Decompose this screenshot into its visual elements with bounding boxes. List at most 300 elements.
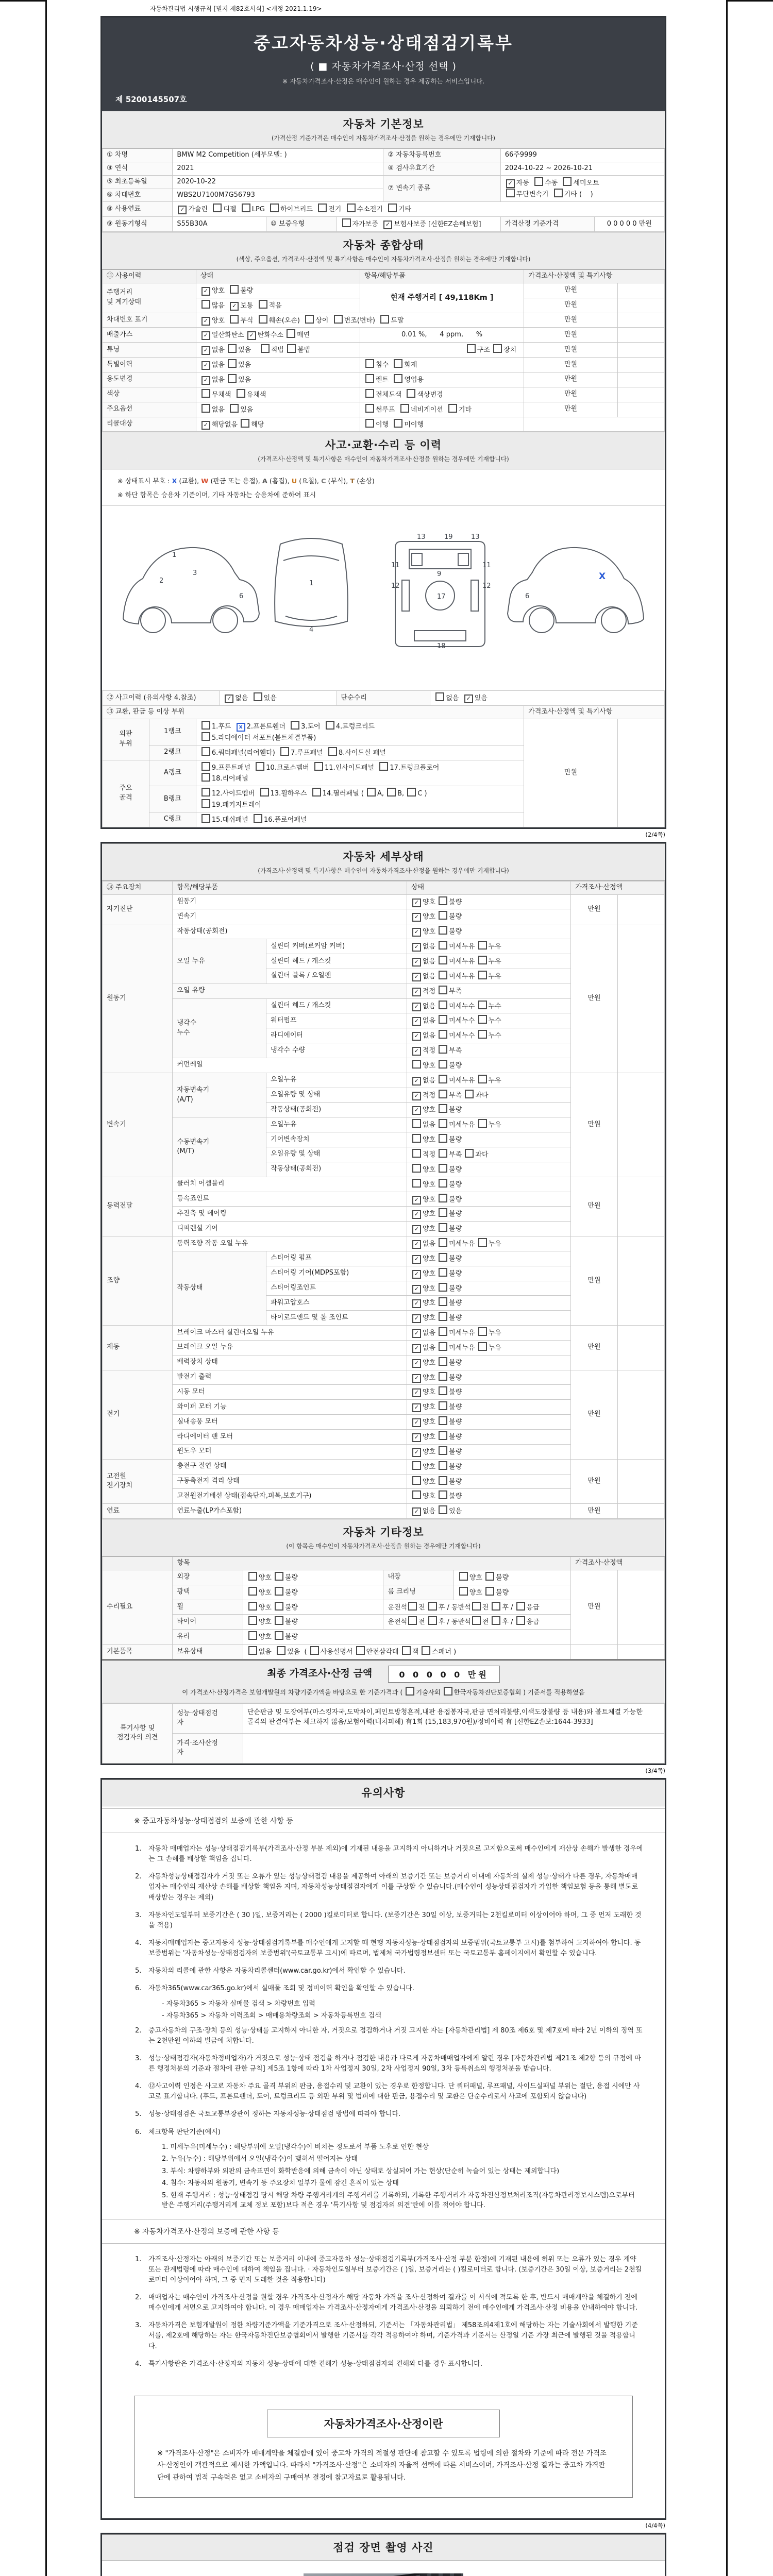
checkbox-empty[interactable] <box>563 177 572 186</box>
checkbox-empty[interactable] <box>439 1045 447 1054</box>
checkbox-empty[interactable] <box>314 762 323 771</box>
checkbox-empty[interactable] <box>439 1416 447 1425</box>
checkbox-empty[interactable] <box>478 1030 487 1039</box>
checkbox-empty[interactable] <box>228 374 237 383</box>
checkbox-empty[interactable] <box>485 1587 494 1596</box>
table-cell: ✓ 양호 불량 <box>407 1207 570 1222</box>
value-warranty-type: 자가보증 ✓보험사보증 [신한EZ손해보험] <box>337 217 500 232</box>
notice-number: 5. <box>135 1967 142 1975</box>
notice-number: 3. <box>135 2321 142 2330</box>
checkbox-empty[interactable] <box>439 1283 447 1292</box>
checkbox-empty[interactable] <box>256 762 264 771</box>
checkbox-empty[interactable] <box>318 204 327 212</box>
table-cell: 충전구 절연 상태 <box>173 1459 407 1474</box>
checkbox-empty[interactable] <box>312 788 321 796</box>
checkbox-empty[interactable] <box>439 1476 447 1485</box>
checkbox-empty[interactable] <box>428 1616 437 1625</box>
checkbox-empty[interactable] <box>201 788 210 796</box>
checkbox-empty[interactable] <box>439 1327 447 1336</box>
table-cell: 만원 <box>524 387 618 402</box>
detail-condition-table <box>102 881 665 1519</box>
table-cell: 썬루프 네비게이션 기타 <box>360 402 524 417</box>
table-cell: 운전석 전 후 / 동반석 전 후 / 응급 <box>383 1600 571 1615</box>
table-cell: 양호 불량 <box>407 1058 570 1073</box>
checkbox-empty[interactable] <box>201 747 210 756</box>
checkbox-checked[interactable] <box>412 1210 421 1219</box>
table-cell: 항목/해당부품 <box>360 270 524 283</box>
checkbox-empty[interactable] <box>228 359 237 368</box>
checkbox-empty[interactable] <box>412 1490 421 1499</box>
table-cell: ✓ 없음 있음 적법 불법 <box>196 343 360 358</box>
checkbox-empty[interactable] <box>347 204 356 212</box>
checkbox-empty[interactable] <box>412 1134 421 1143</box>
checkbox-empty[interactable] <box>412 1119 421 1128</box>
table-cell: ✓ 양호 불량 <box>407 1281 570 1296</box>
checkbox-empty[interactable] <box>439 1505 447 1514</box>
legend-symbol-x: X <box>172 478 177 486</box>
table-cell: 주요 골격 <box>103 760 149 827</box>
checkbox-empty[interactable] <box>439 1297 447 1306</box>
checkbox-empty[interactable] <box>230 285 239 294</box>
checkbox-empty[interactable] <box>254 814 262 823</box>
checkbox-empty[interactable] <box>435 692 444 701</box>
checkbox-empty[interactable] <box>472 1602 481 1611</box>
checkbox-x-marked[interactable]: x <box>237 723 245 732</box>
checkbox-checked[interactable] <box>412 943 421 952</box>
checkbox-empty[interactable] <box>439 1030 447 1039</box>
checkbox-empty[interactable] <box>380 315 389 324</box>
checkbox-checked[interactable] <box>412 1507 421 1516</box>
checkbox-checked[interactable] <box>178 206 187 214</box>
checkbox-checked[interactable] <box>201 376 210 385</box>
notice-number: 3. <box>135 1911 142 1919</box>
table-cell: 와이퍼 모터 기능 <box>173 1400 407 1415</box>
checkbox-empty[interactable] <box>259 315 267 324</box>
label-car-name: ① 차명 <box>103 149 173 162</box>
checkbox-empty[interactable] <box>439 1015 447 1024</box>
checkbox-empty[interactable] <box>365 374 374 383</box>
notices-appraisal-list <box>102 2244 665 2378</box>
notice-item <box>102 2124 665 2141</box>
checkbox-empty[interactable] <box>213 204 222 212</box>
table-cell: 연료누출(LP가스포함) <box>173 1504 407 1519</box>
checkbox-empty[interactable] <box>485 1572 494 1581</box>
checkbox-empty[interactable] <box>439 1104 447 1113</box>
notice-item <box>102 2078 665 2106</box>
table-cell: 라디에이터 <box>266 1028 407 1043</box>
table-cell <box>617 1326 664 1370</box>
checkbox-empty[interactable] <box>439 1164 447 1173</box>
checkbox-checked[interactable] <box>412 1299 421 1308</box>
checkbox-empty[interactable] <box>444 1687 452 1696</box>
label-reg-no: ② 자동차등록번호 <box>383 149 500 162</box>
checkbox-empty[interactable] <box>280 747 289 756</box>
checkbox-empty[interactable] <box>248 1572 257 1581</box>
checkbox-empty[interactable] <box>492 1602 500 1611</box>
checkbox-checked[interactable] <box>412 1032 421 1041</box>
checkbox-empty[interactable] <box>367 788 376 796</box>
checkbox-empty[interactable] <box>287 329 295 338</box>
checkbox-empty[interactable] <box>439 1268 447 1277</box>
table-cell: 양호 불량 <box>407 1132 570 1147</box>
table-cell: ✓ 양호 불량 <box>407 1222 570 1236</box>
table-cell: 특기사항 및 점검자의 의견 <box>103 1703 173 1763</box>
checkbox-empty[interactable] <box>472 1616 481 1625</box>
table-cell: ⑥ 차대번호 <box>103 189 173 202</box>
svg-text:13: 13 <box>471 533 480 541</box>
inspector-opinion-table <box>102 1703 665 1764</box>
table-cell: 단순수리 <box>337 691 430 706</box>
notice-item <box>102 2251 665 2289</box>
checkbox-empty[interactable] <box>261 344 270 353</box>
photo-license-plate <box>304 2573 463 2576</box>
table-cell: 양호 불량 <box>407 1474 570 1489</box>
section-header-etc <box>102 1519 665 1556</box>
checkbox-empty[interactable] <box>310 1646 319 1655</box>
checkbox-empty[interactable] <box>465 1090 474 1098</box>
checkbox-checked[interactable] <box>412 1344 421 1353</box>
checkbox-empty[interactable] <box>254 692 262 701</box>
checkbox-empty[interactable] <box>478 941 487 950</box>
checkbox-empty[interactable] <box>478 1342 487 1351</box>
checkbox-empty[interactable] <box>412 1476 421 1485</box>
checkbox-empty[interactable] <box>365 404 374 413</box>
table-cell <box>617 372 664 387</box>
checkbox-checked[interactable] <box>201 317 210 326</box>
checkbox-empty[interactable] <box>275 1616 283 1625</box>
checkbox-checked[interactable] <box>201 421 210 430</box>
checkbox-empty[interactable] <box>439 1001 447 1009</box>
checkbox-empty[interactable] <box>439 911 447 920</box>
checkbox-empty[interactable] <box>356 1646 365 1655</box>
checkbox-empty[interactable] <box>516 1616 525 1625</box>
checkbox-checked[interactable] <box>412 973 421 981</box>
notice-item <box>102 2355 665 2373</box>
checkbox-empty[interactable] <box>554 189 563 197</box>
section-header-detail <box>102 843 665 881</box>
checkbox-empty[interactable] <box>459 1587 468 1596</box>
checkbox-empty[interactable] <box>305 315 314 324</box>
checkbox-empty[interactable] <box>478 1015 487 1024</box>
table-cell: 원동기 <box>173 894 407 909</box>
table-cell: 리콜대상 <box>103 417 196 432</box>
checkbox-empty[interactable] <box>407 389 415 398</box>
table-cell: 작동상태(공회전) <box>266 1162 407 1177</box>
table-cell: ✓ 없음 미세누수 누수 <box>407 1028 570 1043</box>
checkbox-checked[interactable] <box>201 331 210 340</box>
checkbox-empty[interactable] <box>387 788 396 796</box>
notice-item <box>102 1907 665 1935</box>
checkbox-checked[interactable] <box>412 1225 421 1234</box>
checkbox-empty[interactable] <box>534 177 543 186</box>
checkbox-empty[interactable] <box>201 404 210 413</box>
checkbox-checked[interactable] <box>412 1003 421 1011</box>
checkbox-empty[interactable] <box>248 1631 257 1640</box>
checkbox-empty[interactable] <box>422 1646 430 1655</box>
checkbox-empty[interactable] <box>493 344 502 353</box>
table-cell: 내장 <box>383 1570 453 1585</box>
table-cell: 타이로드엔드 및 볼 조인트 <box>266 1311 407 1326</box>
checkbox-checked[interactable] <box>412 1270 421 1279</box>
checkbox-checked[interactable] <box>412 928 421 937</box>
checkbox-empty[interactable] <box>201 300 210 309</box>
page-block-4 <box>100 2533 666 2576</box>
checkbox-checked[interactable] <box>412 1240 421 1249</box>
checkbox-checked[interactable] <box>247 331 256 340</box>
checkbox-empty[interactable] <box>275 1572 283 1581</box>
checkbox-empty[interactable] <box>334 315 343 324</box>
checkbox-empty[interactable] <box>516 1602 525 1611</box>
checkbox-empty[interactable] <box>201 762 210 771</box>
checkbox-empty[interactable] <box>465 1149 474 1158</box>
checkbox-checked[interactable] <box>412 1359 421 1368</box>
checkbox-empty[interactable] <box>394 359 402 368</box>
checkbox-checked[interactable] <box>412 1403 421 1412</box>
table-cell: ✓ 없음 있음 <box>196 372 360 387</box>
checkbox-empty[interactable] <box>201 721 210 730</box>
table-cell: 스티어링 펌프 <box>266 1251 407 1266</box>
checkbox-empty[interactable] <box>478 1238 487 1247</box>
table-cell <box>617 719 664 827</box>
checkbox-empty[interactable] <box>439 1372 447 1381</box>
checkbox-empty[interactable] <box>230 404 239 413</box>
checkbox-empty[interactable] <box>394 419 402 428</box>
checkbox-empty[interactable] <box>439 1431 447 1440</box>
checkbox-empty[interactable] <box>478 1327 487 1336</box>
checkbox-empty[interactable] <box>439 1090 447 1098</box>
table-cell: 없음 있음 ( 사용설명서 안전삼각대 잭 스패너 ) <box>243 1645 570 1659</box>
checkbox-checked[interactable] <box>412 1077 421 1086</box>
value-reg-no: 66주9999 <box>500 149 664 162</box>
checkbox-empty[interactable] <box>439 986 447 994</box>
checkbox-empty[interactable] <box>237 389 245 398</box>
table-cell: 고전원 전기장치 <box>103 1459 173 1504</box>
checkbox-empty[interactable] <box>439 1223 447 1232</box>
checkbox-empty[interactable] <box>287 344 296 353</box>
checkbox-empty[interactable] <box>439 1134 447 1143</box>
checkbox-checked[interactable] <box>412 1329 421 1338</box>
checkbox-empty[interactable] <box>439 1461 447 1470</box>
checkbox-empty[interactable] <box>439 896 447 905</box>
checkbox-empty[interactable] <box>201 799 210 808</box>
checkbox-empty[interactable] <box>228 344 237 353</box>
checkbox-checked[interactable] <box>201 361 210 370</box>
checkbox-checked[interactable] <box>412 1388 421 1397</box>
checkbox-empty[interactable] <box>275 1587 283 1596</box>
table-cell: 구동축전지 격리 상태 <box>173 1474 407 1489</box>
checkbox-checked[interactable] <box>412 1196 421 1205</box>
checkbox-empty[interactable] <box>439 1446 447 1455</box>
table-cell: 없음 있음 <box>196 402 360 417</box>
checkbox-empty[interactable] <box>467 344 476 353</box>
checkbox-checked[interactable] <box>412 913 421 922</box>
checkbox-empty[interactable] <box>439 1312 447 1321</box>
checkbox-empty[interactable] <box>230 315 239 324</box>
checkbox-empty[interactable] <box>439 1179 447 1188</box>
checkbox-empty[interactable] <box>439 1208 447 1217</box>
notice-text: 중고자동차의 구조·장치 등의 성능·상태를 고지하지 아니한 자, 거짓으로 점검하거나 거짓 고지한 자는 [자동차관리법] 제 80조 제6호 및 제7호에 따라 2년 이하의 징역 또는 2천만원 이하의 벌금에 처합니다. <box>148 2026 643 2045</box>
checkbox-checked[interactable] <box>201 346 210 355</box>
checkbox-empty[interactable] <box>412 1461 421 1470</box>
checkbox-empty[interactable] <box>407 788 416 796</box>
checkbox-empty[interactable] <box>439 1357 447 1366</box>
checkbox-checked[interactable] <box>412 1255 421 1264</box>
page-marker-4: (4/4쪽) <box>645 2522 665 2530</box>
checkbox-checked[interactable] <box>230 302 239 311</box>
checkbox-empty[interactable] <box>506 189 515 197</box>
checkbox-checked[interactable] <box>412 1374 421 1383</box>
checkbox-empty[interactable] <box>328 747 337 756</box>
checkbox-checked[interactable] <box>412 958 421 967</box>
checkbox-empty[interactable] <box>201 732 210 741</box>
table-cell: 브레이크 오일 누유 <box>173 1340 407 1355</box>
document-number: 제 5200145507호 <box>115 95 187 104</box>
checkbox-empty[interactable] <box>439 1253 447 1262</box>
checkbox-empty[interactable] <box>259 300 267 309</box>
checkbox-empty[interactable] <box>248 1646 257 1655</box>
checkbox-empty[interactable] <box>388 204 397 212</box>
checkbox-empty[interactable] <box>439 1119 447 1128</box>
checkbox-empty[interactable] <box>439 1386 447 1395</box>
price-appraisal-note: ※ 자동차가격조사·산정은 매수인이 원하는 경우 제공하는 서비스입니다. <box>282 77 485 85</box>
checkbox-empty[interactable] <box>408 1616 417 1625</box>
checkbox-checked[interactable] <box>412 1433 421 1442</box>
checkbox-empty[interactable] <box>365 389 374 398</box>
checkbox-empty[interactable] <box>412 1149 421 1158</box>
checkbox-checked[interactable] <box>201 287 210 296</box>
checkbox-empty[interactable] <box>412 1179 421 1188</box>
checkbox-empty[interactable] <box>406 1687 414 1696</box>
checkbox-checked[interactable] <box>383 221 392 229</box>
checkbox-checked[interactable] <box>225 694 233 703</box>
notice-number: 4. <box>135 2360 142 2368</box>
checkbox-empty[interactable] <box>402 1646 411 1655</box>
checkbox-empty[interactable] <box>379 762 388 771</box>
checkbox-empty[interactable] <box>201 814 210 823</box>
notice-number: 6. <box>135 1985 142 1993</box>
table-cell: 변속기 <box>103 1073 173 1177</box>
checkbox-empty[interactable] <box>270 204 279 212</box>
checkbox-empty[interactable] <box>260 788 269 796</box>
notice-item <box>102 2317 665 2355</box>
checkbox-empty[interactable] <box>412 1060 421 1069</box>
checkbox-empty[interactable] <box>242 204 250 212</box>
checkbox-empty[interactable] <box>400 404 409 413</box>
table-cell: 룸 크리닝 <box>383 1585 453 1600</box>
checkbox-empty[interactable] <box>439 1194 447 1202</box>
notice-number: 5. <box>135 2110 142 2119</box>
checkbox-checked[interactable] <box>412 1448 421 1457</box>
notice-sub-item: 5. 현재 주행거리 : 성능·상태점검 당시 해당 차량 주행거리계의 주행거리를 기록하되, 기록한 주행거리가 자동차전산정보처리조직(자동차관리정보시스템)으로부터 받은 주행거리(주행거리계 교체 정보 포함)보다 적은 경우 '특기사항 및 점검자의 의견'란에 이를 적어야 합니다. <box>162 2191 635 2210</box>
checkbox-empty[interactable] <box>428 1602 437 1611</box>
checkbox-empty[interactable] <box>408 1602 417 1611</box>
checkbox-empty[interactable] <box>439 1149 447 1158</box>
checkbox-empty[interactable] <box>248 1587 257 1596</box>
checkbox-empty[interactable] <box>439 971 447 979</box>
table-cell: 배력장치 상태 <box>173 1355 407 1370</box>
checkbox-empty[interactable] <box>459 1572 468 1581</box>
checkbox-empty[interactable] <box>478 956 487 964</box>
table-cell: ③ 연식 <box>103 162 173 175</box>
table-cell: 양호 불량 <box>453 1570 570 1585</box>
notice-sub-item: 4. 침수: 자동차의 원동기, 변속기 등 주요장치 일부가 물에 잠긴 흔적이 있는 상태 <box>162 2179 399 2188</box>
checkbox-empty[interactable] <box>342 218 351 227</box>
checkbox-checked[interactable] <box>412 1285 421 1294</box>
checkbox-empty[interactable] <box>277 1646 285 1655</box>
checkbox-empty[interactable] <box>492 1616 500 1625</box>
checkbox-empty[interactable] <box>248 1602 257 1611</box>
checkbox-empty[interactable] <box>412 1164 421 1173</box>
checkbox-checked[interactable] <box>412 1017 421 1026</box>
checkbox-checked[interactable] <box>412 1418 421 1427</box>
checkbox-empty[interactable] <box>365 419 374 428</box>
checkbox-empty[interactable] <box>248 1616 257 1625</box>
frame-rank-b: 12.사이드멤버 13.휠하우스 14.필러패널 ( A, B, C ) 19.패키지트레이 <box>196 786 524 812</box>
table-cell: 만원 <box>571 1370 618 1459</box>
checkbox-empty[interactable] <box>394 374 402 383</box>
checkbox-checked[interactable] <box>412 1106 421 1115</box>
table-cell: ✓양호 불량 <box>196 283 360 298</box>
checkbox-empty[interactable] <box>439 956 447 964</box>
table-cell: 양호 불량 <box>243 1615 383 1630</box>
checkbox-empty[interactable] <box>439 926 447 935</box>
car-diagram-svg <box>110 513 657 683</box>
checkbox-checked[interactable] <box>412 1092 421 1100</box>
table-cell: ✓ 양호 불량 <box>407 1370 570 1385</box>
checkbox-checked[interactable] <box>412 1047 421 1056</box>
appraiser-opinion <box>243 1733 664 1763</box>
table-cell: 발전기 출력 <box>173 1370 407 1385</box>
checkbox-empty[interactable] <box>478 1075 487 1083</box>
checkbox-empty[interactable] <box>439 941 447 950</box>
checkbox-empty[interactable] <box>478 1119 487 1128</box>
checkbox-empty[interactable] <box>478 971 487 979</box>
checkbox-empty[interactable] <box>439 1075 447 1083</box>
checkbox-empty[interactable] <box>275 1602 283 1611</box>
svg-text:17: 17 <box>437 593 446 601</box>
notice-item <box>102 2289 665 2317</box>
checkbox-empty[interactable] <box>365 359 374 368</box>
table-cell: ✓ 적정 부족 <box>407 984 570 998</box>
checkbox-empty[interactable] <box>439 1401 447 1410</box>
checkbox-empty[interactable] <box>448 404 457 413</box>
checkbox-empty[interactable] <box>439 1238 447 1247</box>
section-header-notices <box>102 1780 665 1806</box>
table-cell: ✓ 없음 있음 <box>407 1504 570 1519</box>
checkbox-checked[interactable] <box>464 694 473 703</box>
checkbox-empty[interactable] <box>291 721 299 730</box>
checkbox-empty[interactable] <box>478 1001 487 1009</box>
checkbox-empty[interactable] <box>439 1490 447 1499</box>
table-cell: 실린더 블록 / 오일팬 <box>266 969 407 984</box>
checkbox-empty[interactable] <box>201 389 210 398</box>
checkbox-checked[interactable] <box>412 899 421 907</box>
checkbox-empty[interactable] <box>439 1060 447 1069</box>
checkbox-empty[interactable] <box>326 721 334 730</box>
checkbox-checked[interactable] <box>412 988 421 996</box>
section-title: 자동차 종합상태 <box>343 239 424 252</box>
checkbox-checked[interactable] <box>412 1314 421 1323</box>
table-cell: 오일누유 <box>266 1117 407 1132</box>
table-cell: 색상 <box>103 387 196 402</box>
checkbox-empty[interactable] <box>439 1342 447 1351</box>
page-block-2 <box>100 842 666 1765</box>
table-cell <box>617 402 664 417</box>
checkbox-empty[interactable] <box>275 1631 283 1640</box>
checkbox-empty[interactable] <box>241 419 249 428</box>
checkbox-empty[interactable] <box>201 773 210 782</box>
checkbox-checked[interactable] <box>506 179 515 188</box>
